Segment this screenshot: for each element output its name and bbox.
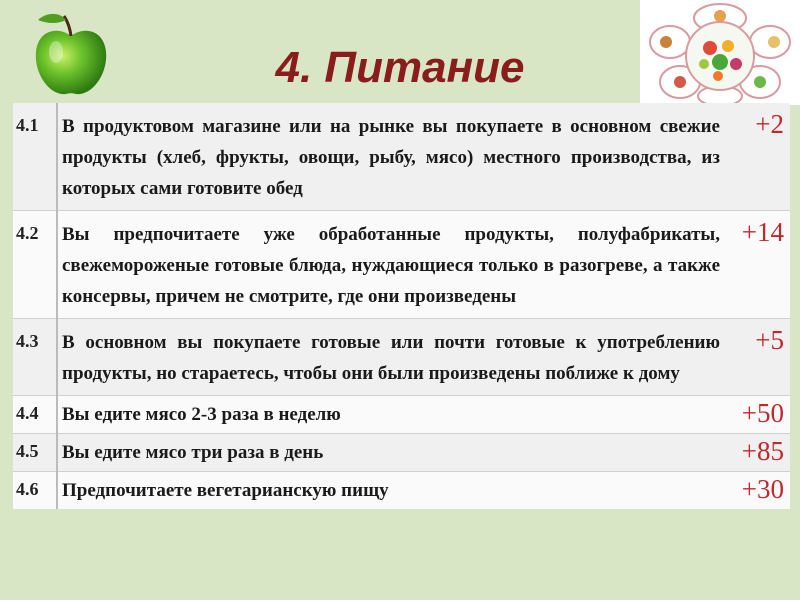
- row-score: +50: [726, 396, 790, 434]
- row-number: 4.2: [13, 211, 57, 319]
- table-row: [13, 472, 790, 510]
- row-score: +85: [726, 434, 790, 472]
- table-row: [13, 396, 790, 434]
- table-row: [13, 211, 790, 319]
- row-text: В основном вы покупаете готовые или почти готовые к употреблению продукты, но стараетесь, чтобы они были произведены поближе к дому: [57, 319, 726, 396]
- row-text: Вы едите мясо 2-3 раза в неделю: [57, 396, 726, 434]
- table-row: [13, 319, 790, 396]
- row-score: +14: [726, 211, 790, 319]
- row-text: Предпочитаете вегетарианскую пищу: [57, 472, 726, 510]
- row-text: Вы едите мясо три раза в день: [57, 434, 726, 472]
- row-number: 4.3: [13, 319, 57, 396]
- row-score: +30: [726, 472, 790, 510]
- row-score: +5: [726, 319, 790, 396]
- table-row: [13, 434, 790, 472]
- food-plate-illustration: [640, 0, 800, 105]
- row-number: 4.5: [13, 434, 57, 472]
- row-number: 4.6: [13, 472, 57, 510]
- row-text: В продуктовом магазине или на рынке вы покупаете в основном свежие продукты (хлеб, фрукты, овощи, рыбу, мясо) местного производства, из которых сами готовите обед: [62, 116, 720, 199]
- row-number: 4.1: [13, 103, 57, 211]
- nutrition-table: [13, 103, 790, 509]
- page-title: 4. Питание: [275, 43, 525, 92]
- row-number: 4.4: [13, 396, 57, 434]
- table-row: [13, 103, 790, 211]
- row-text: Вы предпочитаете уже обработанные продукты, полуфабрикаты, свежемороженые готовые блюда, нуждающиеся только в разогреве, а также консервы, причем не смотрите, где они произведены: [57, 211, 726, 319]
- row-score: +2: [755, 109, 784, 139]
